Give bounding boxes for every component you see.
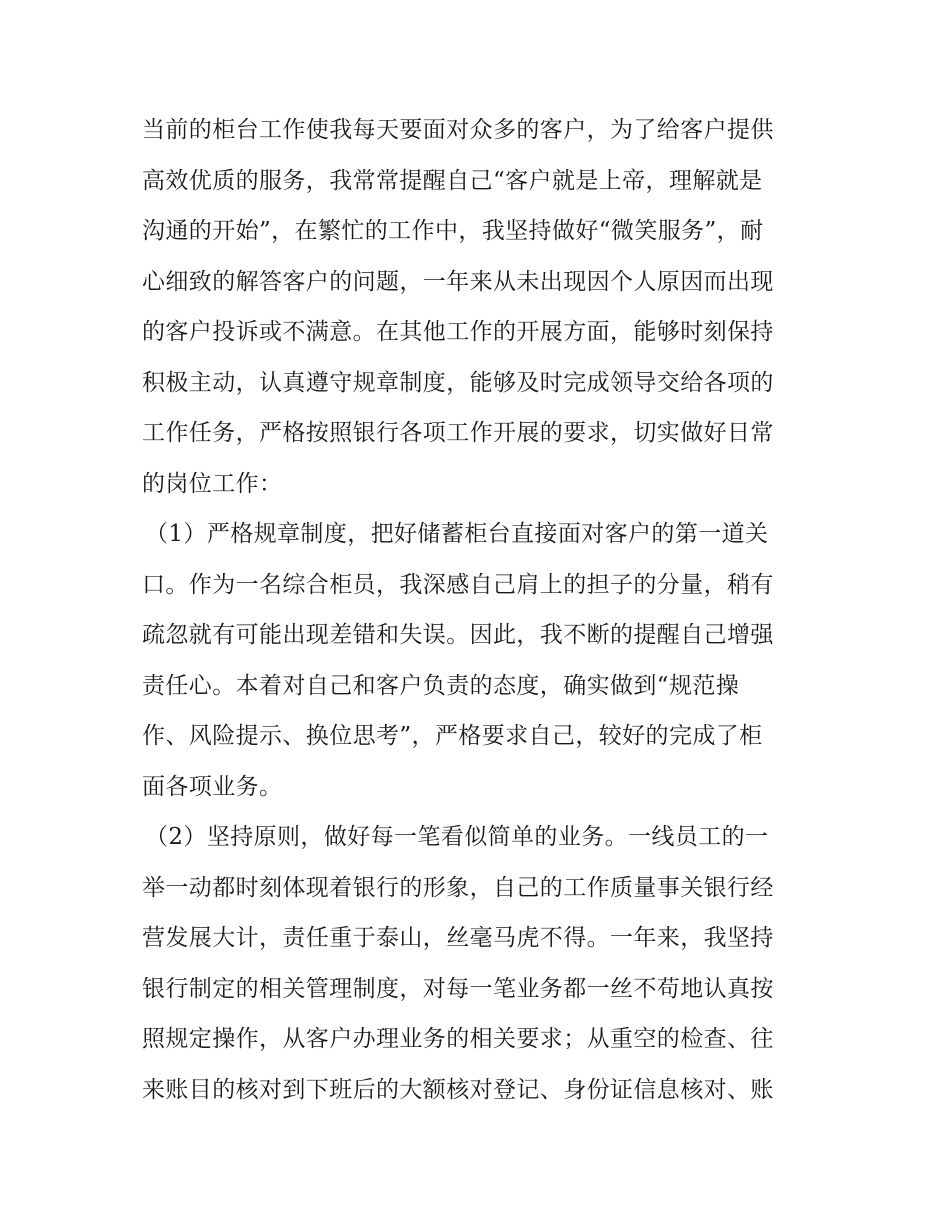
text-line: 疏忽就有可能出现差错和失误。因此，我不断的提醒自己增强 bbox=[142, 622, 774, 648]
text-line: 的岗位工作： bbox=[142, 471, 283, 497]
text-line: 高效优质的服务，我常常提醒自己“客户就是上帝，理解就是 bbox=[142, 168, 763, 194]
text-line: 心细致的解答客户的问题，一年来从未出现因个人原因而出现 bbox=[142, 269, 774, 295]
text-line: 照规定操作，从客户办理业务的相关要求；从重空的检查、往 bbox=[142, 1026, 774, 1052]
text-line: 口。作为一名综合柜员，我深感自己肩上的担子的分量，稍有 bbox=[142, 572, 774, 598]
numbered-item-1: （1）严格规章制度，把好储蓄柜台直接面对客户的第一道关 bbox=[145, 521, 769, 547]
text-line: 银行制定的相关管理制度，对每一笔业务都一丝不苟地认真按 bbox=[142, 976, 774, 1002]
text-line: 积极主动，认真遵守规章制度，能够及时完成领导交给各项的 bbox=[142, 370, 774, 396]
text-line: 沟通的开始”，在繁忙的工作中，我坚持做好“微笑服务”，耐 bbox=[142, 218, 764, 244]
text-line: 面各项业务。 bbox=[142, 774, 283, 800]
text-line: 来账目的核对到下班后的大额核对登记、身份证信息核对、账 bbox=[142, 1077, 774, 1103]
text-line: 的客户投诉或不满意。在其他工作的开展方面，能够时刻保持 bbox=[142, 319, 774, 345]
text-line: 举一动都时刻体现着银行的形象，自己的工作质量事关银行经 bbox=[142, 875, 774, 901]
numbered-item-2: （2）坚持原则，做好每一笔看似简单的业务。一线员工的一 bbox=[145, 824, 769, 850]
text-line: 作、风险提示、换位思考”，严格要求自己，较好的完成了柜 bbox=[142, 723, 763, 749]
text-line: 工作任务，严格按照银行各项工作开展的要求，切实做好日常 bbox=[142, 420, 774, 446]
text-line: 营发展大计，责任重于泰山，丝毫马虎不得。一年来，我坚持 bbox=[142, 925, 774, 951]
text-line: 当前的柜台工作使我每天要面对众多的客户，为了给客户提供 bbox=[142, 117, 774, 143]
text-line: 责任心。本着对自己和客户负责的态度，确实做到“规范操 bbox=[142, 673, 740, 699]
